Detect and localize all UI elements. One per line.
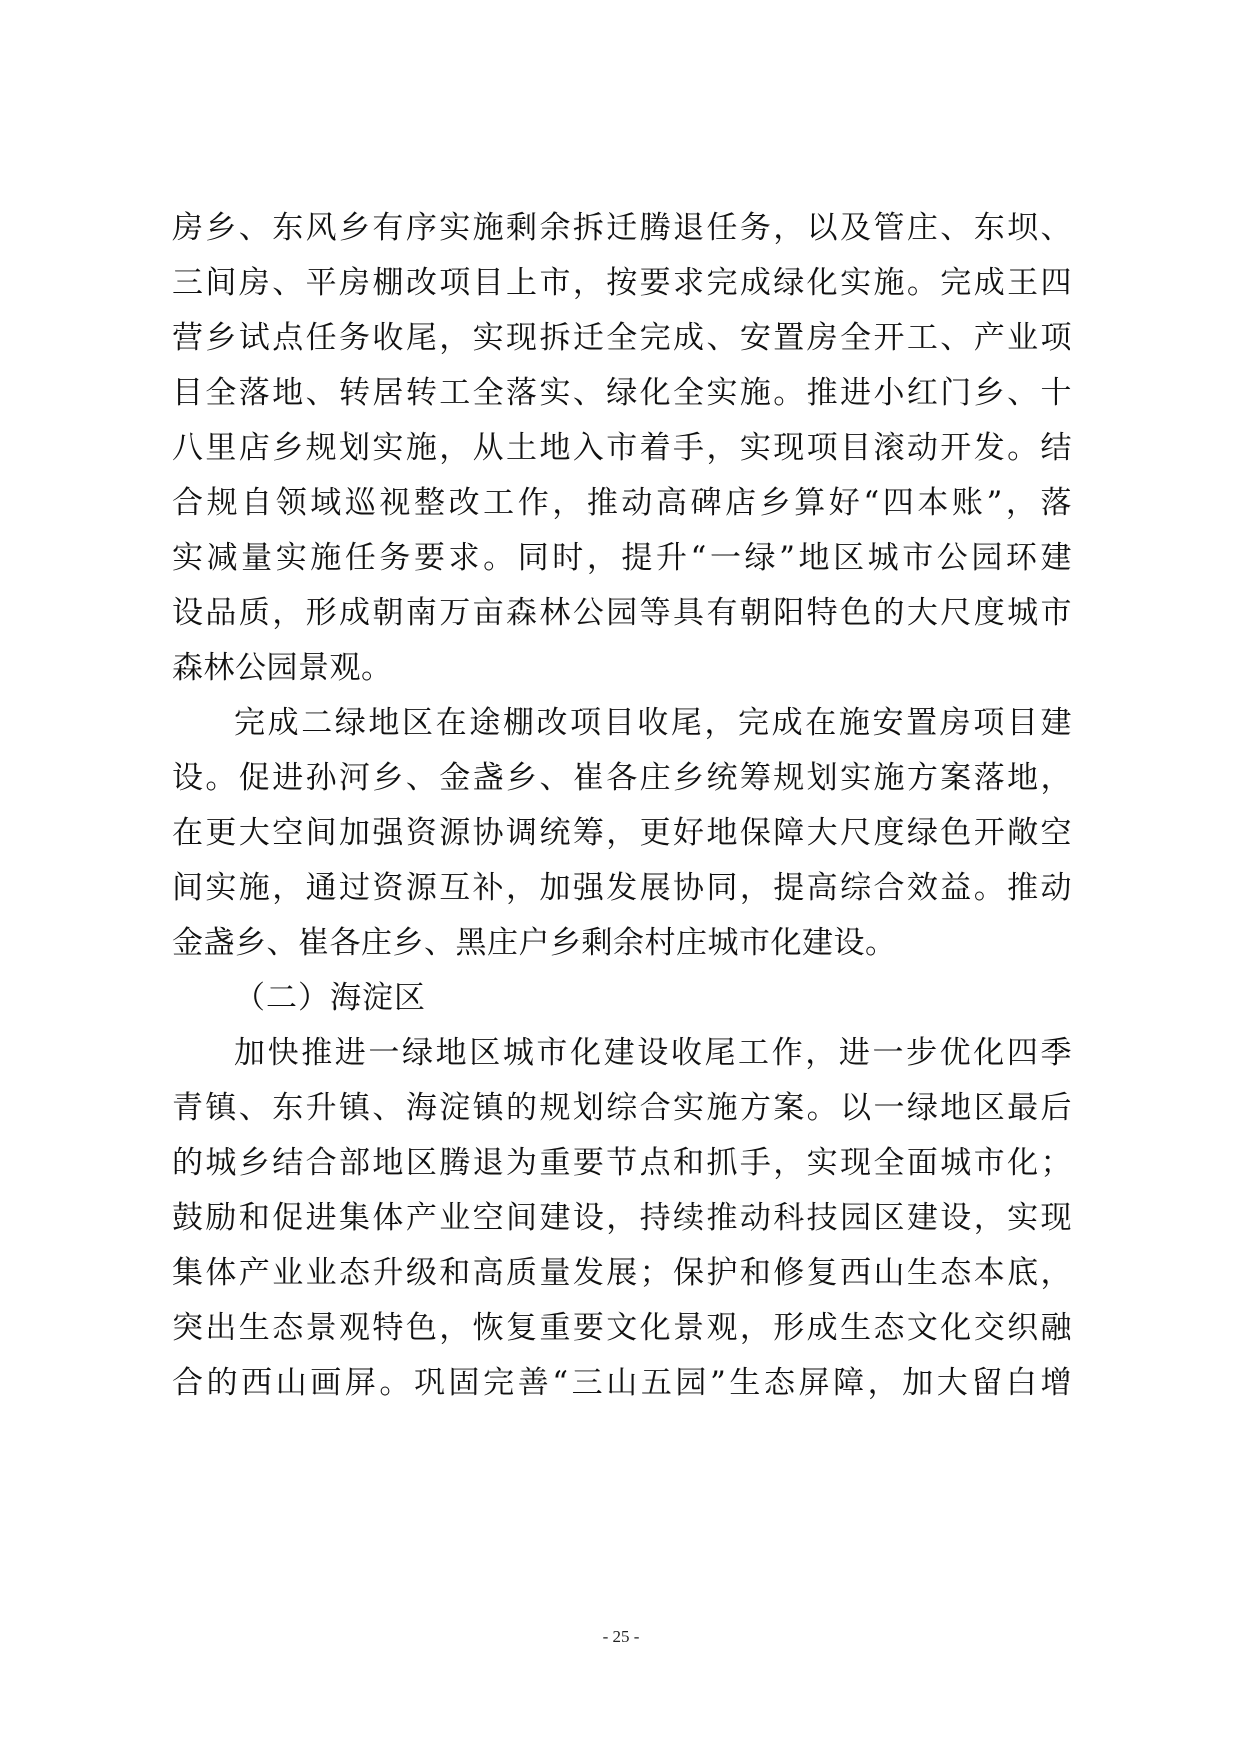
body-text-line: 在更大空间加强资源协调统筹，更好地保障大尺度绿色开敞空 [172, 815, 1072, 851]
body-text-line: 金盏乡、崔各庄乡、黑庄户乡剩余村庄城市化建设。 [172, 925, 897, 961]
body-text-line: 间实施，通过资源互补，加强发展协同，提高综合效益。推动 [172, 870, 1072, 906]
body-text-line: 集体产业业态升级和高质量发展；保护和修复西山生态本底， [172, 1255, 1072, 1291]
body-text-line: 八里店乡规划实施，从土地入市着手，实现项目滚动开发。结 [172, 430, 1072, 466]
body-text-line: 合的西山画屏。巩固完善“三山五园”生态屏障，加大留白增 [172, 1365, 1072, 1401]
body-text-line: 营乡试点任务收尾，实现拆迁全完成、安置房全开工、产业项 [172, 320, 1072, 356]
body-text-line: 设。促进孙河乡、金盏乡、崔各庄乡统筹规划实施方案落地， [172, 760, 1072, 796]
body-text-line: 设品质，形成朝南万亩森林公园等具有朝阳特色的大尺度城市 [172, 595, 1072, 631]
body-text-line: 房乡、东风乡有序实施剩余拆迁腾退任务，以及管庄、东坝、 [172, 210, 1072, 246]
body-text-line: 合规自领域巡视整改工作，推动高碑店乡算好“四本账”，落 [172, 485, 1072, 521]
body-text-line: 目全落地、转居转工全落实、绿化全实施。推进小红门乡、十 [172, 375, 1072, 411]
page-number: - 25 - [602, 1627, 640, 1646]
body-text-line: 青镇、东升镇、海淀镇的规划综合实施方案。以一绿地区最后 [172, 1090, 1072, 1126]
body-text-line: 加快推进一绿地区城市化建设收尾工作，进一步优化四季 [234, 1035, 1072, 1071]
body-text-line: 完成二绿地区在途棚改项目收尾，完成在施安置房项目建 [234, 705, 1072, 741]
body-text-line: 实减量实施任务要求。同时，提升“一绿”地区城市公园环建 [172, 540, 1072, 576]
body-text-line: 三间房、平房棚改项目上市，按要求完成绿化实施。完成王四 [172, 265, 1072, 301]
body-text-line: 森林公园景观。 [172, 650, 393, 686]
body-text-line: 突出生态景观特色，恢复重要文化景观，形成生态文化交织融 [172, 1310, 1072, 1346]
body-text-line: 的城乡结合部地区腾退为重要节点和抓手，实现全面城市化； [172, 1145, 1072, 1181]
section-heading: （二）海淀区 [234, 980, 426, 1016]
body-text-line: 鼓励和促进集体产业空间建设，持续推动科技园区建设，实现 [172, 1200, 1072, 1236]
